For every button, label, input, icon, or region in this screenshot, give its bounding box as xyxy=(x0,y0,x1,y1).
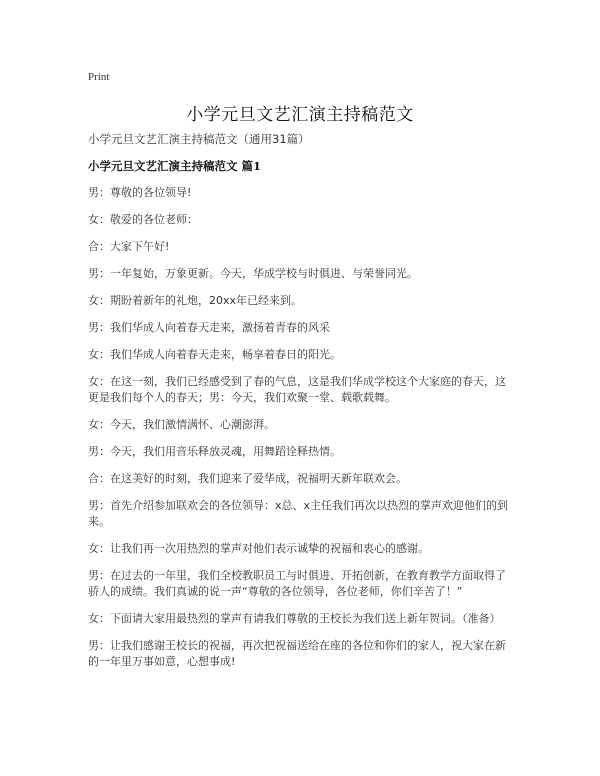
paragraph: 男：今天，我们用音乐释放灵魂，用舞蹈诠释热情。 xyxy=(88,445,341,458)
paragraph: 女：在这一刻，我们已经感受到了春的气息，这是我们华成学校这个大家庭的春天，这更是我们每个人的春天；男：今天，我们欢聚一堂、载歌载舞。 xyxy=(88,375,506,404)
document-title: 小学元旦文艺汇演主持稿范文 xyxy=(186,105,414,125)
paragraph: 男：在过去的一年里，我们全校教职员工与时俱进、开拓创新，在教育教学方面取得了骄人的成绩。我们真诚的说一声“尊敬的各位领导，各位老师，你们辛苦了！” xyxy=(88,569,506,598)
paragraph: 男：我们华成人向着春天走来，激扬着青春的风采 xyxy=(88,321,330,334)
section-heading: 小学元旦文艺汇演主持稿范文 篇1 xyxy=(88,159,262,173)
paragraph: 合：在这美好的时刻，我们迎来了爱华成，祝福明天新年联欢会。 xyxy=(88,472,407,485)
paragraph: 男：让我们感谢王校长的祝福，再次把祝福送给在座的各位和你们的家人，祝大家在新的一年里万事如意，心想事成! xyxy=(88,639,506,668)
paragraph: 女：期盼着新年的礼炮，20xx年已经来到。 xyxy=(88,294,303,307)
paragraph: 女：我们华成人向着春天走来，畅享着春日的阳光。 xyxy=(88,348,341,361)
paragraph: 男：尊敬的各位领导! xyxy=(88,186,192,199)
paragraph: 女：下面请大家用最热烈的掌声有请我们尊敬的王校长为我们送上新年贺词。（准备） xyxy=(88,612,501,625)
paragraph: 女：让我们再一次用热烈的掌声对他们表示诚挚的祝福和衷心的感谢。 xyxy=(88,542,429,555)
document-subtitle: 小学元旦文艺汇演主持稿范文（通用31篇） xyxy=(88,132,310,146)
paragraph: 女：敬爱的各位老师： xyxy=(88,213,198,226)
paragraph: 男：一年复始，万象更新。今天，华成学校与时俱进、与荣誉同光。 xyxy=(88,267,418,280)
print-label[interactable]: Print xyxy=(88,71,110,83)
paragraph: 男：首先介绍参加联欢会的各位领导：x总、x主任我们再次以热烈的掌声欢迎他们的到来。 xyxy=(88,499,509,528)
document-body xyxy=(88,131,516,681)
paragraph: 女：今天，我们激情满怀、心潮澎湃。 xyxy=(88,418,275,431)
paragraph: 合：大家下午好! xyxy=(88,240,170,253)
